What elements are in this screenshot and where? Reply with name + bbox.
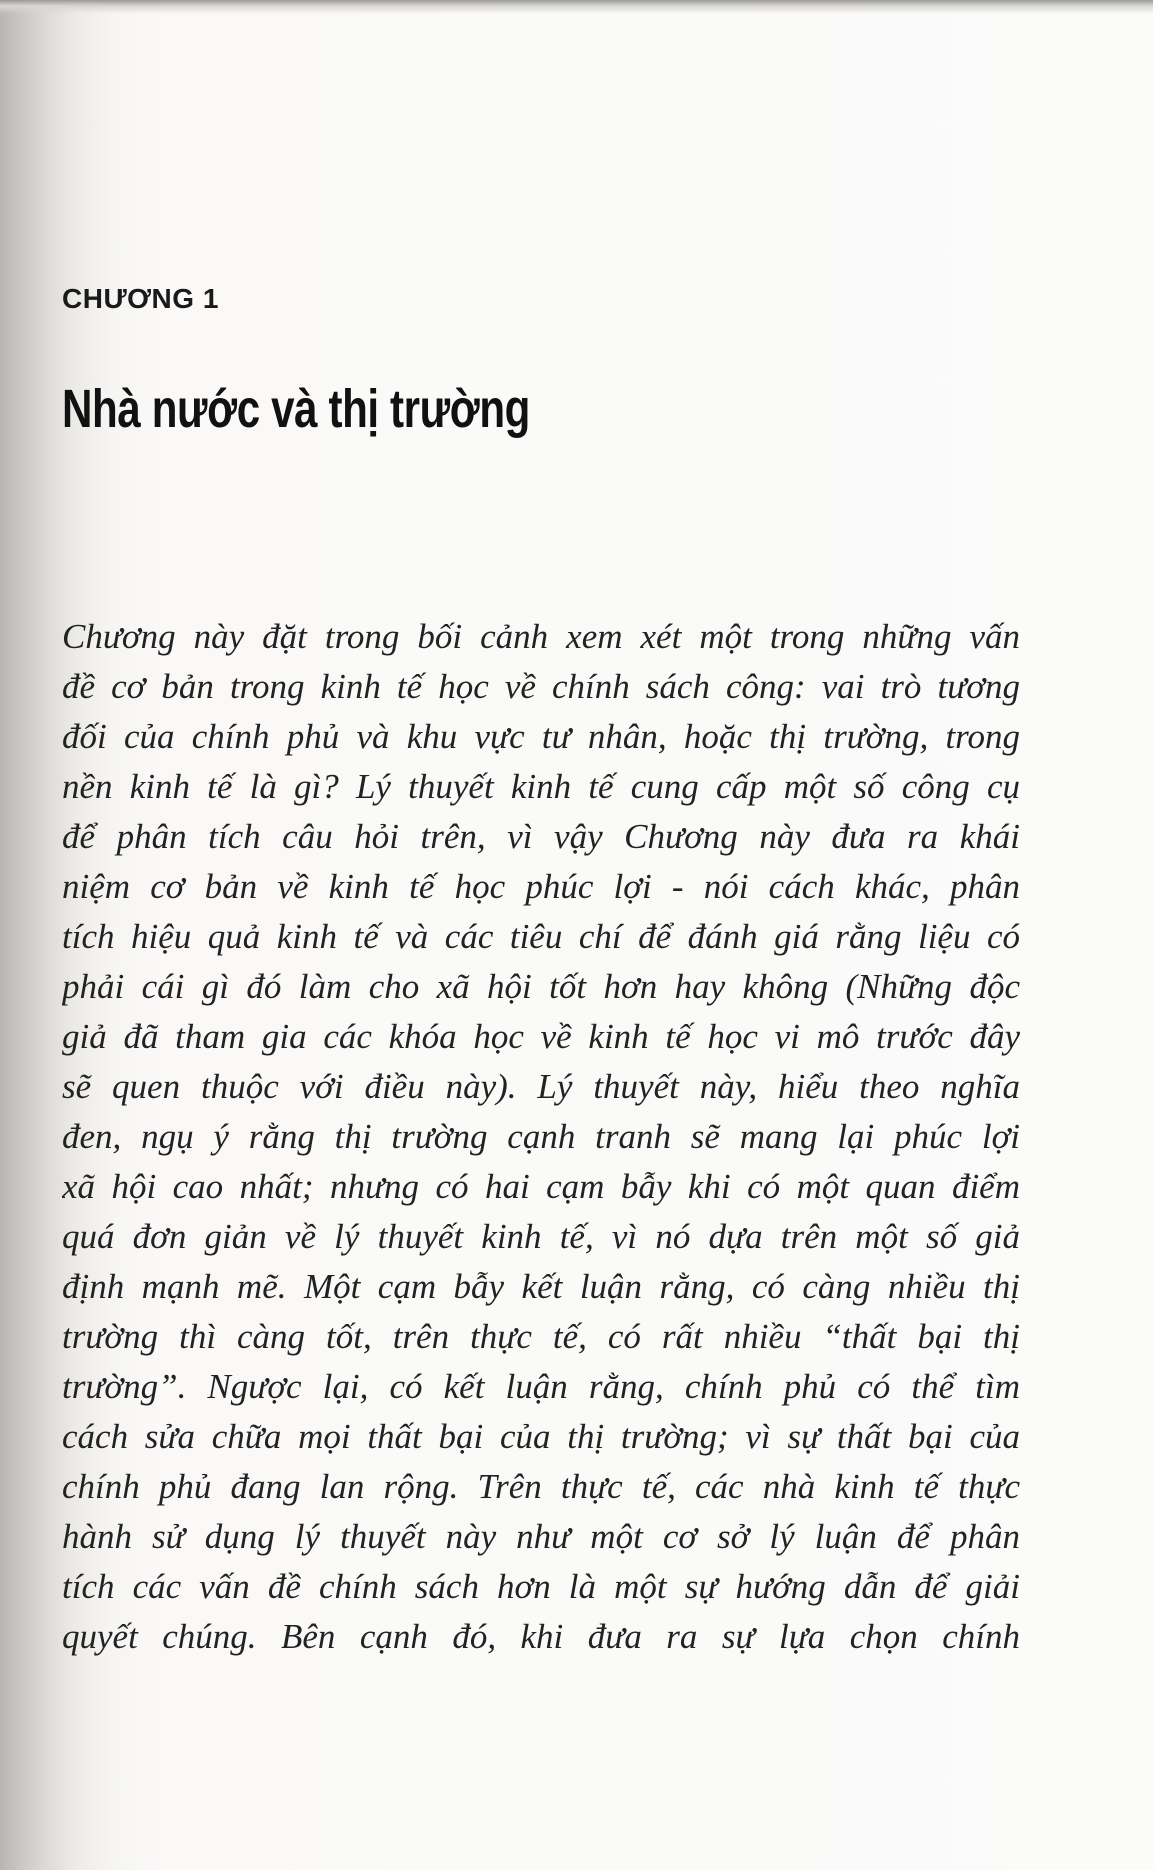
text-line: quyết chúng. Bên cạnh đó, khi đưa ra sự lựa chọn chính: [62, 1617, 1020, 1656]
text-line: cách sửa chữa mọi thất bại của thị trường; vì sự thất bại của: [62, 1417, 1020, 1456]
text-line: quá đơn giản về lý thuyết kinh tế, vì nó dựa trên một số giả: [62, 1217, 1020, 1256]
body-paragraph: [62, 612, 1020, 1662]
page-edge-shadow: [0, 0, 1153, 14]
text-line: Chương này đặt trong bối cảnh xem xét một trong những vấn: [62, 617, 1020, 656]
text-line: để phân tích câu hỏi trên, vì vậy Chương này đưa ra khái: [62, 817, 1020, 856]
text-line: phải cái gì đó làm cho xã hội tốt hơn hay không (Những độc: [62, 967, 1020, 1006]
text-line: tích các vấn đề chính sách hơn là một sự hướng dẫn để giải: [62, 1567, 1020, 1606]
text-line: tích hiệu quả kinh tế và các tiêu chí để đánh giá rằng liệu có: [62, 917, 1020, 956]
text-line: xã hội cao nhất; nhưng có hai cạm bẫy khi có một quan điểm: [62, 1167, 1020, 1206]
text-line: nền kinh tế là gì? Lý thuyết kinh tế cung cấp một số công cụ: [62, 767, 1020, 806]
text-line: định mạnh mẽ. Một cạm bẫy kết luận rằng, có càng nhiều thị: [62, 1267, 1020, 1306]
chapter-label: CHƯƠNG 1: [62, 283, 219, 314]
text-line: đối của chính phủ và khu vực tư nhân, hoặc thị trường, trong: [62, 717, 1020, 756]
chapter-title: Nhà nước và thị trường: [62, 379, 531, 439]
text-line: đen, ngụ ý rằng thị trường cạnh tranh sẽ mang lại phúc lợi: [62, 1117, 1020, 1156]
text-line: hành sử dụng lý thuyết này như một cơ sở lý luận để phân: [62, 1517, 1020, 1556]
text-line: trường thì càng tốt, trên thực tế, có rất nhiều “thất bại thị: [62, 1317, 1020, 1356]
text-line: đề cơ bản trong kinh tế học về chính sách công: vai trò tương: [62, 667, 1020, 706]
text-line: sẽ quen thuộc với điều này). Lý thuyết này, hiểu theo nghĩa: [62, 1067, 1020, 1106]
text-line: trường”. Ngược lại, có kết luận rằng, chính phủ có thể tìm: [62, 1367, 1020, 1406]
text-line: chính phủ đang lan rộng. Trên thực tế, các nhà kinh tế thực: [62, 1467, 1020, 1506]
text-line: giả đã tham gia các khóa học về kinh tế học vi mô trước đây: [62, 1017, 1020, 1056]
text-line: niệm cơ bản về kinh tế học phúc lợi - nói cách khác, phân: [62, 867, 1020, 906]
